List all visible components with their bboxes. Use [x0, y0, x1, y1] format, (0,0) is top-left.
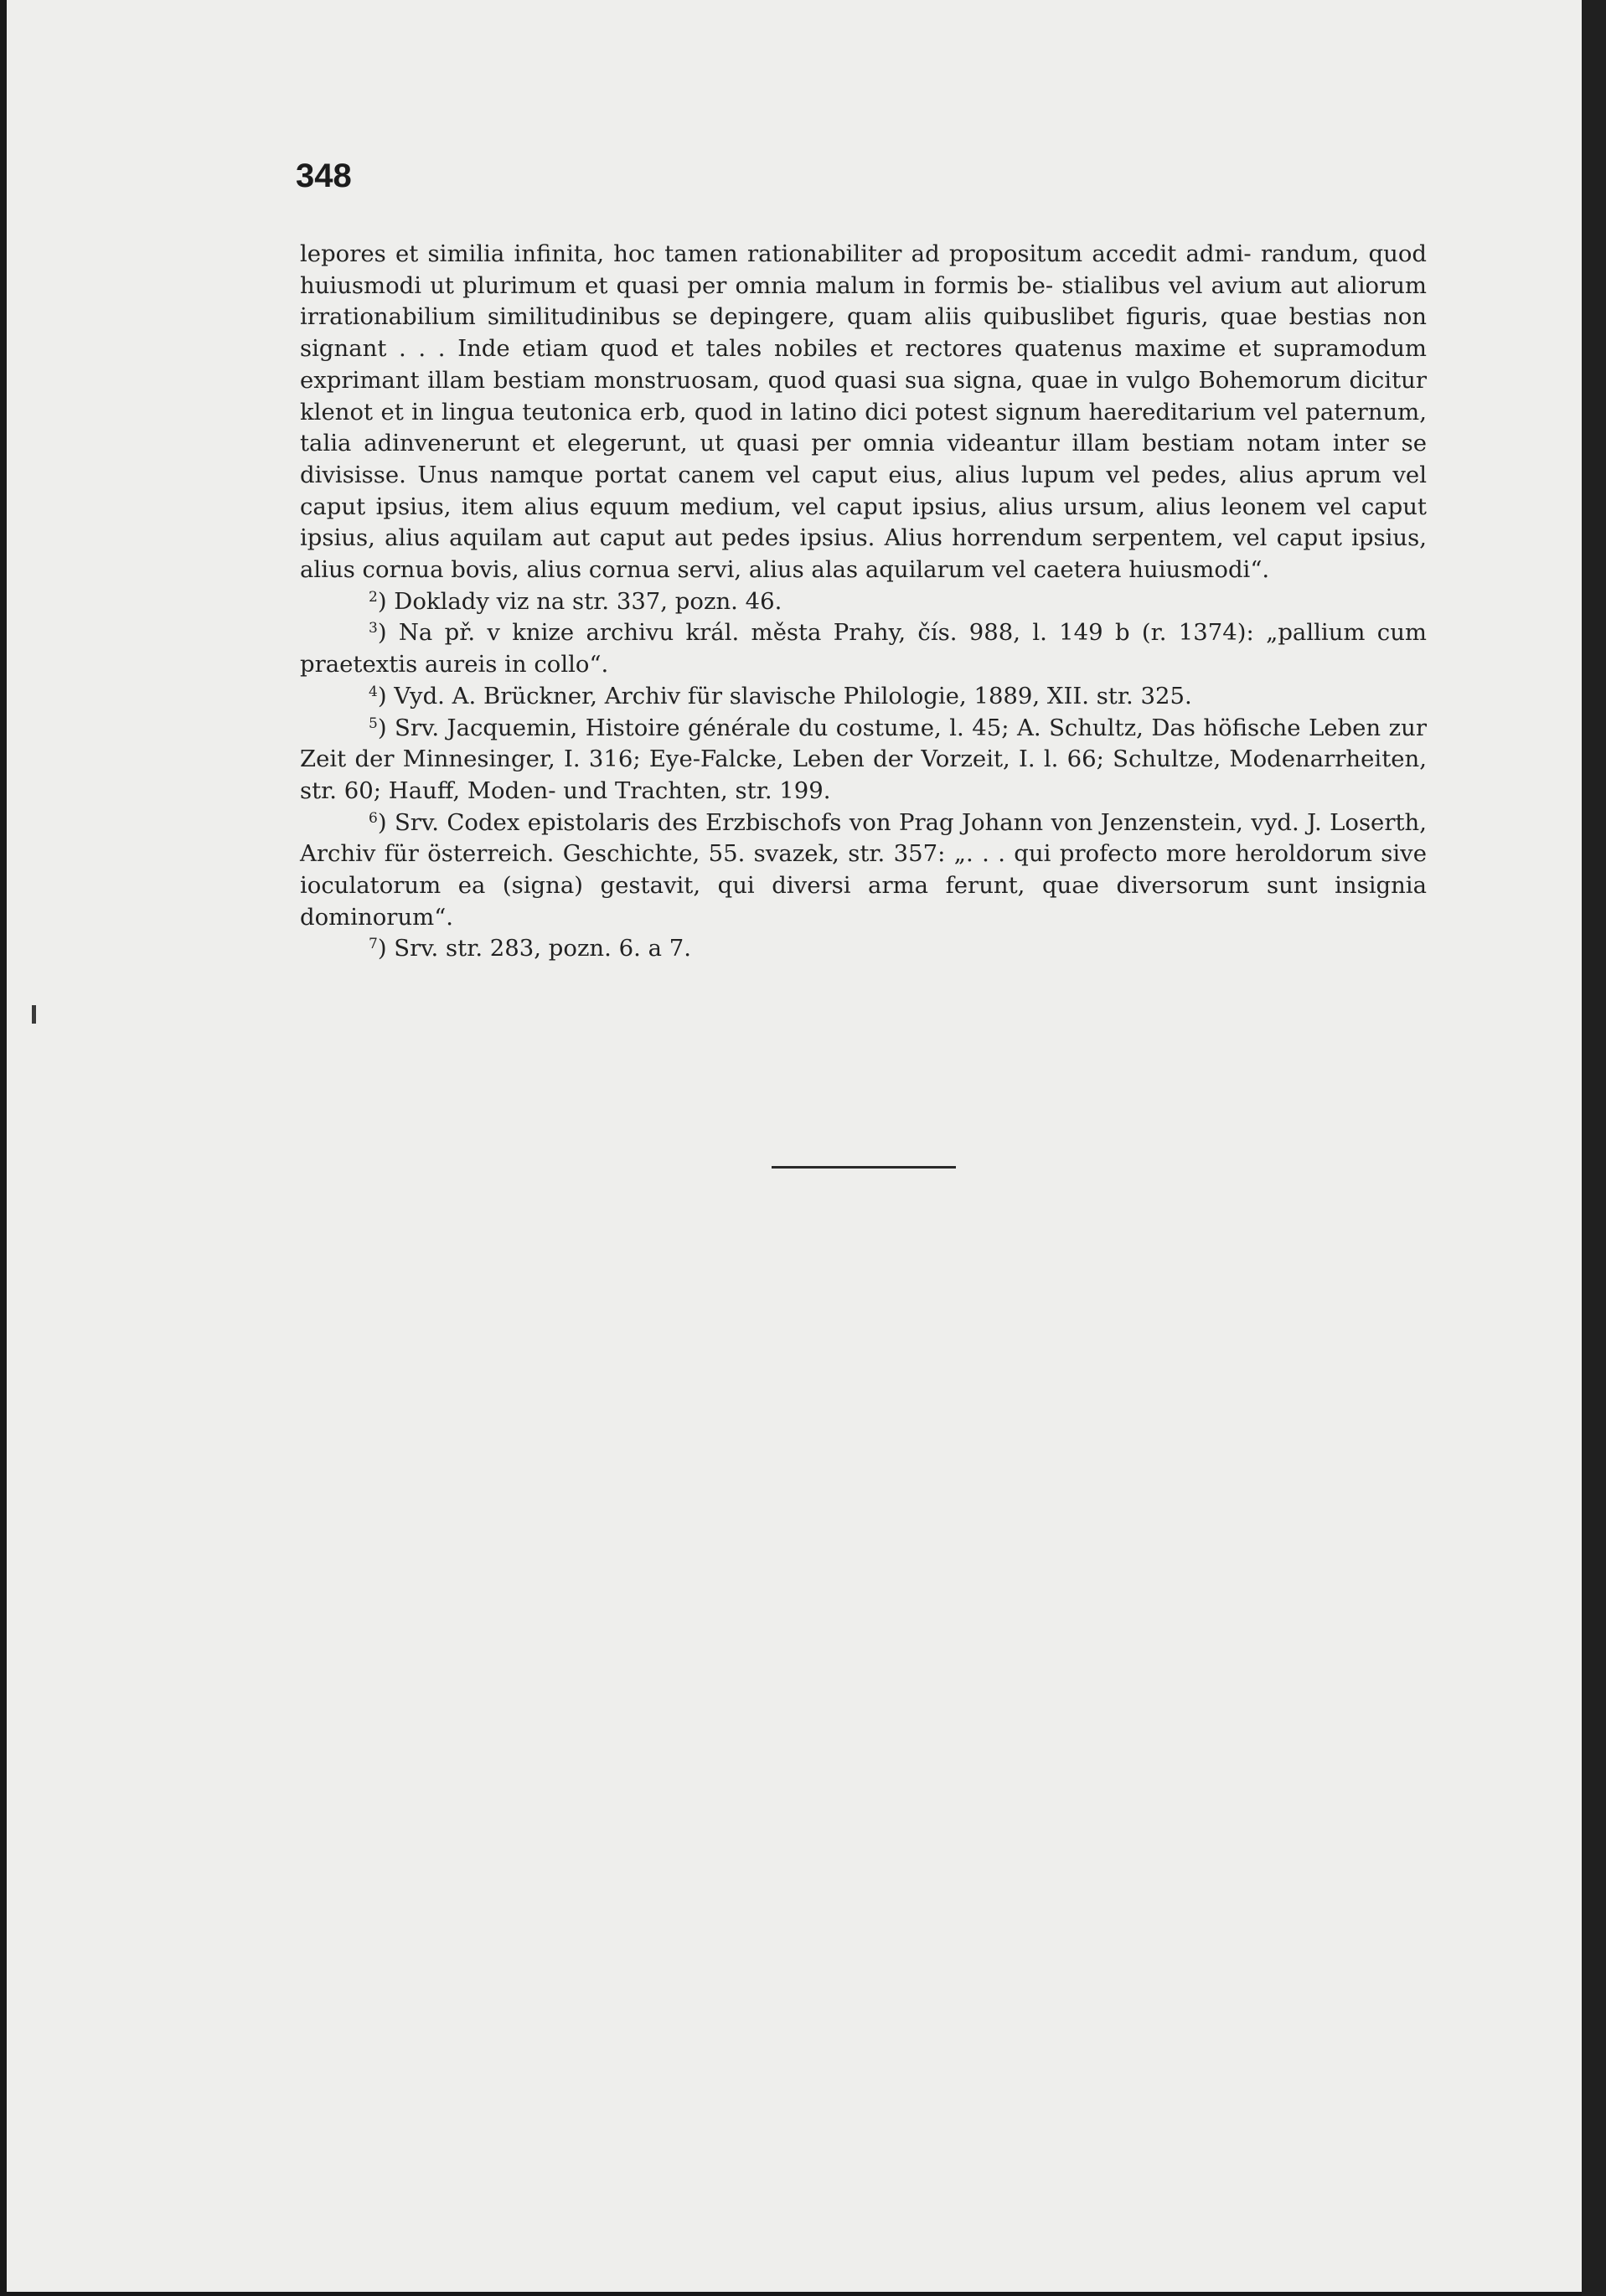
footnote-mark: 3 — [369, 620, 378, 637]
scan-edge — [1582, 0, 1606, 2296]
body-line: nobiles et rectores quatenus maxime et supramodum exprimant illam bestiam — [300, 335, 1427, 394]
body-line: lupum vel pedes, alius aprum vel caput ipsius, item alius equum medium, vel — [300, 461, 1428, 520]
footnote-line: Trachten, str. 199. — [615, 777, 831, 804]
footnote-line: profecto more heroldorum sive ioculatorum ea (signa) gestavit, qui diversi arma — [300, 840, 1427, 900]
document-page — [7, 0, 1582, 2292]
footnote-line: Das höfische Leben zur Zeit der Minnesinger, I. 316; Eye-Falcke, Leben der — [300, 714, 1427, 773]
footnote-5 — [300, 713, 1427, 807]
body-line: stialibus vel avium aut aliorum irrationabilium similitudinibus se depingere, quam — [300, 271, 1428, 331]
footnote-mark: 6 — [369, 809, 378, 827]
footnote-7 — [300, 933, 1427, 965]
footnote-3 — [300, 617, 1427, 680]
footnote-line: ) Na př. v knize archivu král. města Prahy, čís. 988, l. 149 b — [377, 619, 1130, 647]
text-block — [300, 239, 1427, 965]
footnote-mark: 5 — [369, 715, 378, 732]
body-paragraph — [300, 239, 1427, 586]
body-line: monstruosam, quod quasi sua signa, quae in vulgo Bohemorum dicitur klenot — [300, 366, 1428, 426]
body-line: et in lingua teutonica erb, quod in latino dici potest signum haereditarium vel — [380, 398, 1298, 426]
body-line: randum, quod huiusmodi ut plurimum et quasi per omnia malum in formis be- — [300, 240, 1427, 299]
footnote-line: ) Vyd. A. Brückner, Archiv für slavische Philologie, 1889, XII. str. 325. — [377, 682, 1192, 709]
footnote-4 — [300, 681, 1427, 713]
footnote-line: ) Srv. str. 283, pozn. 6. a 7. — [377, 935, 691, 962]
footnote-line: ferunt, quae diversorum sunt insignia dominorum“. — [300, 872, 1427, 931]
end-rule — [772, 1166, 956, 1169]
footnote-mark: 2 — [369, 588, 378, 606]
footnote-line: ) Srv. Jacquemin, Histoire générale du costume, l. 45; A. Schultz, — [377, 714, 1144, 741]
footnote-mark: 7 — [369, 936, 378, 953]
page-number: 348 — [296, 157, 352, 194]
footnote-line: Vorzeit, I. l. 66; Schultze, Modenarrheiten, str. 60; Hauff, Moden- und — [300, 746, 1427, 804]
footnote-line: vyd. J. Loserth, Archiv für österreich. Geschichte, 55. svazek, str. 357: „. . . qui — [300, 808, 1427, 868]
footnote-line: (r. 1374): „pallium cum praetextis aureis in collo“. — [300, 619, 1427, 678]
body-line: bovis, alius cornua servi, alius alas aquilarum vel caetera huiusmodi“. — [451, 556, 1270, 584]
footnote-6 — [300, 807, 1427, 934]
body-line: lepores et similia infinita, hoc tamen rationabiliter ad propositum accedit admi- — [300, 240, 1252, 267]
footnote-2 — [300, 586, 1427, 618]
body-line: aliis quibuslibet figuris, quae bestias non signant . . . Inde etiam quod et tales — [300, 303, 1428, 363]
body-line: bestiam notam inter se divisisse. Unus namque portat canem vel caput eius, alius — [300, 430, 1427, 488]
footnote-line: ) Doklady viz na str. 337, pozn. 46. — [377, 587, 782, 615]
footnote-mark: 4 — [369, 683, 378, 700]
body-line: paternum, talia adinvenerunt et elegerunt, ut quasi per omnia videantur illam — [300, 398, 1427, 457]
footnote-line: ) Srv. Codex epistolaris des Erzbischofs von Prag Johann von Jenzenstein, — [377, 808, 1243, 836]
margin-mark — [32, 1005, 36, 1024]
body-line: caput ipsius, alius ursum, alius leonem vel caput ipsius, alius aquilam aut caput — [300, 493, 1427, 552]
body-line: aut pedes ipsius. Alius horrendum serpentem, vel caput ipsius, alius cornua — [300, 524, 1427, 584]
